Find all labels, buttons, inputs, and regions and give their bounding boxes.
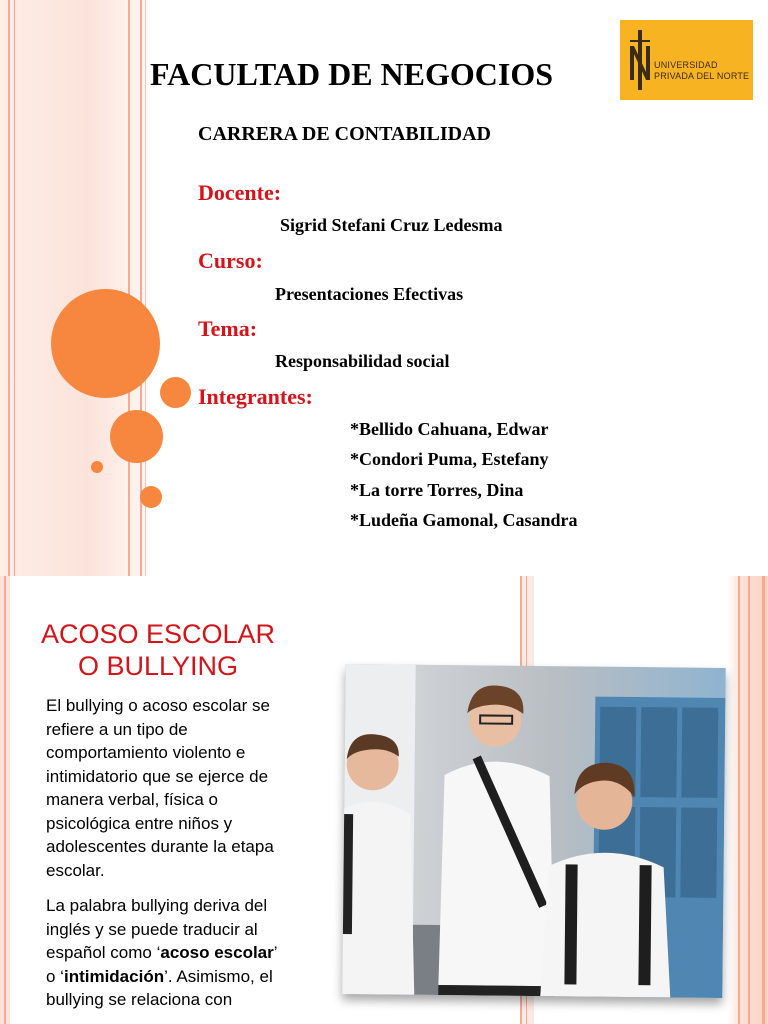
member-item: *Bellido Cahuana, Edwar (350, 419, 549, 439)
decor-circle-small (160, 377, 191, 408)
paragraph-text: La palabra bullying deriva del inglés y se puede traducir al español como (46, 896, 268, 962)
career-subtitle: CARRERA DE CONTABILIDAD (198, 123, 491, 145)
stripe-line (4, 576, 6, 1024)
paragraph-text: ’ o ‘ (46, 943, 277, 986)
tema-label: Tema: (198, 316, 258, 341)
university-logo-icon (626, 28, 654, 92)
paragraph-text: ‘ (156, 943, 161, 962)
faculty-title: FACULTAD DE NEGOCIOS (150, 56, 554, 92)
docente-label: Docente: (198, 180, 282, 205)
curso-label: Curso: (198, 248, 263, 273)
docente-value: Sigrid Stefani Cruz Ledesma (280, 215, 503, 235)
paragraph-text: ’. Asimismo, el bullying se relaciona con (46, 966, 273, 1009)
logo-text-line: PRIVADA DEL NORTE (654, 71, 750, 81)
slide-title (30, 618, 286, 682)
integrantes-label: Integrantes: (198, 384, 313, 409)
university-logo (620, 20, 753, 100)
bold-term: acoso escolar (160, 943, 274, 962)
member-item: *Condori Puma, Estefany (350, 449, 549, 469)
member-item: *Ludeña Gamonal, Casandra (350, 510, 578, 530)
logo-text (654, 60, 749, 82)
decor-circle-small (140, 486, 162, 508)
paragraph-definition: El bullying o acoso escolar se refiere a un tipo de comportamiento violento e intimidatorio que se ejerce de manera verbal, física o psicológica entre niños y adolescentes durante la etapa escolar. (46, 696, 274, 880)
curso-value: Presentaciones Efectivas (275, 284, 464, 304)
stripe-line (128, 0, 130, 576)
bold-term: intimidación (63, 966, 165, 986)
member-item: *La torre Torres, Dina (350, 480, 524, 500)
left-stripe-band (0, 0, 145, 576)
stripe-line (738, 576, 740, 1024)
content-slide (0, 576, 768, 1024)
slide-title-line: O BULLYING (77, 651, 239, 681)
slide-title-line: ACOSO ESCOLAR (40, 619, 276, 649)
students-illustration (342, 664, 725, 998)
stripe-line (762, 576, 765, 1024)
stripe-line (748, 576, 750, 1024)
stripe-line (8, 0, 10, 576)
stripe-line (14, 0, 15, 576)
decor-circle-tiny (91, 461, 103, 473)
bullying-photo (342, 664, 725, 998)
paragraph-etymology (46, 894, 291, 1012)
logo-text-line: UNIVERSIDAD (654, 60, 718, 70)
decor-circle-medium (110, 410, 163, 463)
tema-value: Responsabilidad social (275, 351, 450, 371)
decor-circle-large (51, 289, 160, 398)
